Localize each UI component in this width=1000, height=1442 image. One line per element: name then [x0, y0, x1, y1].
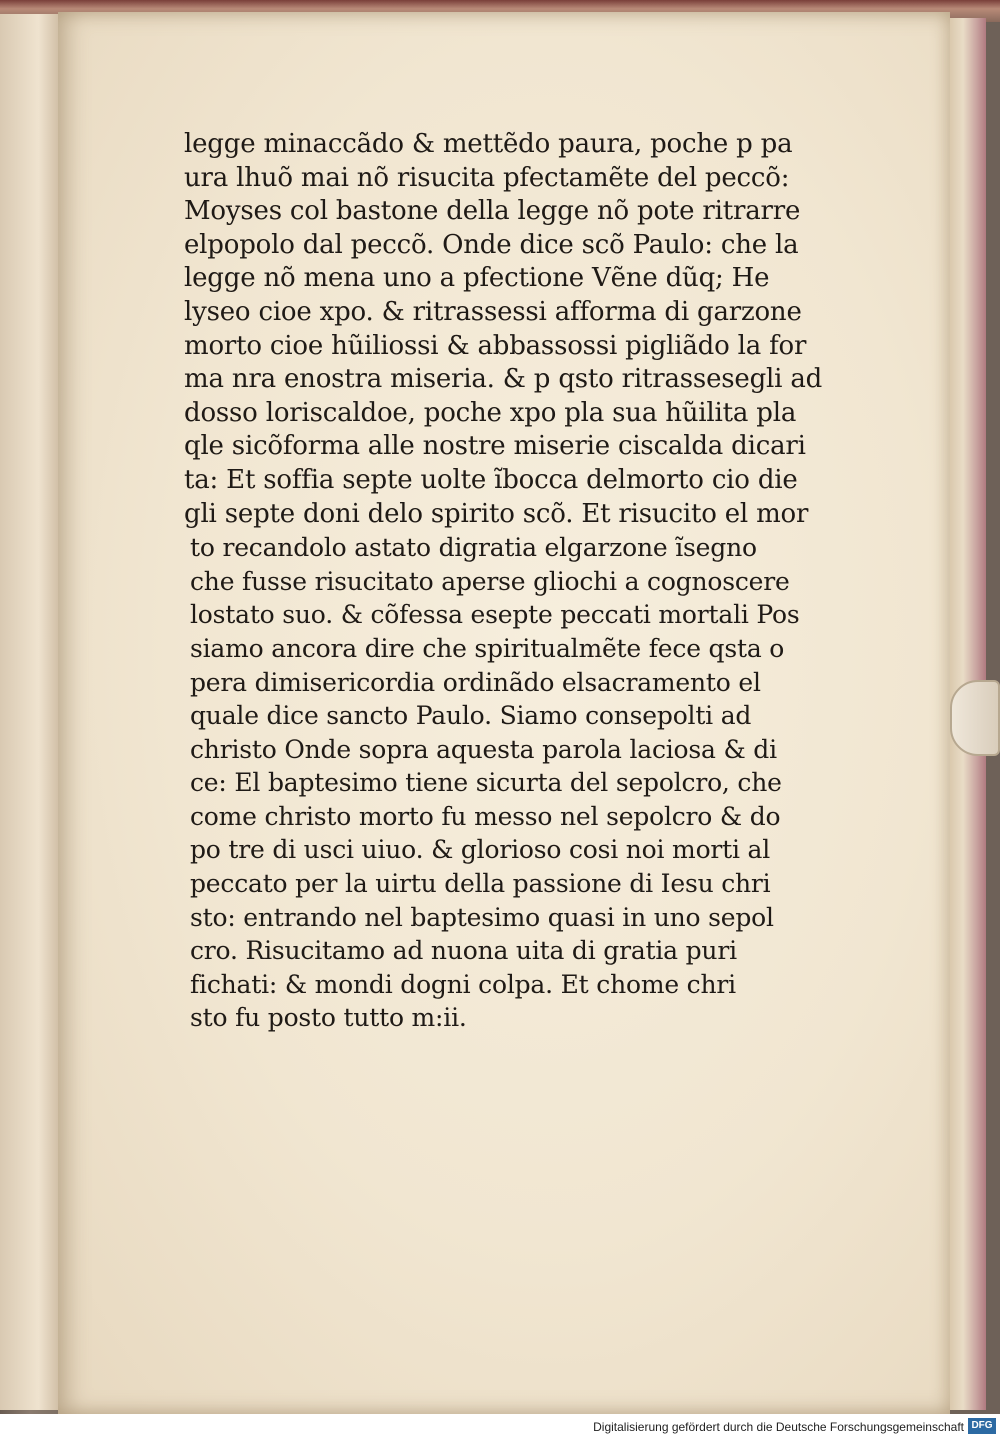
- text-line: ce: El baptesimo tiene sicurta del sepolcro, che: [190, 768, 782, 798]
- text-line: che fusse risucitato aperse gliochi a cognoscere: [190, 566, 790, 596]
- text-line: Moyses col bastone della legge nõ pote ritrarre: [184, 196, 801, 227]
- text-line: quale dice sancto Paulo. Siamo consepolti ad: [190, 701, 752, 731]
- text-line: po tre di usci uiuo. & glorioso cosi noi morti al: [190, 835, 771, 865]
- text-line: sto: entrando nel baptesimo quasi in uno sepol: [190, 902, 774, 932]
- text-line: cro. Risucitamo ad nuona uita di gratia puri: [190, 936, 737, 966]
- text-line: siamo ancora dire che spiritualmẽte fece qsta o: [190, 633, 785, 663]
- page-clip: [950, 680, 1000, 756]
- funding-credit: Digitalisierung gefördert durch die Deutsche Forschungsgemeinschaft: [593, 1420, 964, 1434]
- dfg-logo: DFG: [968, 1418, 996, 1434]
- text-line: elpopolo dal peccõ. Onde dice scõ Paulo: che la: [184, 229, 799, 260]
- text-line: peccato per la uirtu della passione di Iesu chri: [190, 869, 771, 899]
- text-line: fichati: & mondi dogni colpa. Et chome chri: [190, 969, 736, 999]
- text-line: pera dimisericordia ordinãdo elsacramento el: [190, 667, 761, 697]
- text-line: legge nõ mena uno a pfectione Vẽne dũq; He: [184, 263, 770, 294]
- text-line: christo Onde sopra aquesta parola laciosa & di: [190, 734, 777, 764]
- text-line: come christo morto fu messo nel sepolcro & do: [190, 801, 781, 831]
- text-line: ura lhuõ mai nõ risucita pfectamẽte del peccõ:: [184, 162, 790, 193]
- text-line: ta: Et soffia septe uolte ĩbocca delmorto cio die: [184, 464, 798, 495]
- text-line: lyseo cioe xpo. & ritrassessi afforma di garzone: [184, 296, 802, 327]
- text-line: sto fu posto tutto m:ii.: [190, 1003, 467, 1033]
- text-line: legge minaccãdo & mettẽdo paura, poche p pa: [184, 129, 793, 159]
- text-line: to recandolo astato digratia elgarzone ĩsegno: [190, 533, 757, 563]
- text-line: morto cioe hũiliossi & abbassossi pigliãdo la for: [184, 330, 807, 361]
- printed-text: [184, 128, 823, 1035]
- facing-page-edge: [0, 14, 66, 1410]
- text-line: gli septe doni delo spirito scõ. Et risucito el mor: [184, 498, 809, 529]
- text-line: qle sicõforma alle nostre miserie ciscalda dicari: [184, 431, 806, 462]
- text-line: ma nra enostra miseria. & p qsto ritrassesegli ad: [184, 364, 823, 395]
- text-line: dosso loriscaldoe, poche xpo pla sua hũilita pla: [184, 397, 797, 428]
- text-line: lostato suo. & cõfessa esepte peccati mortali Pos: [190, 600, 800, 630]
